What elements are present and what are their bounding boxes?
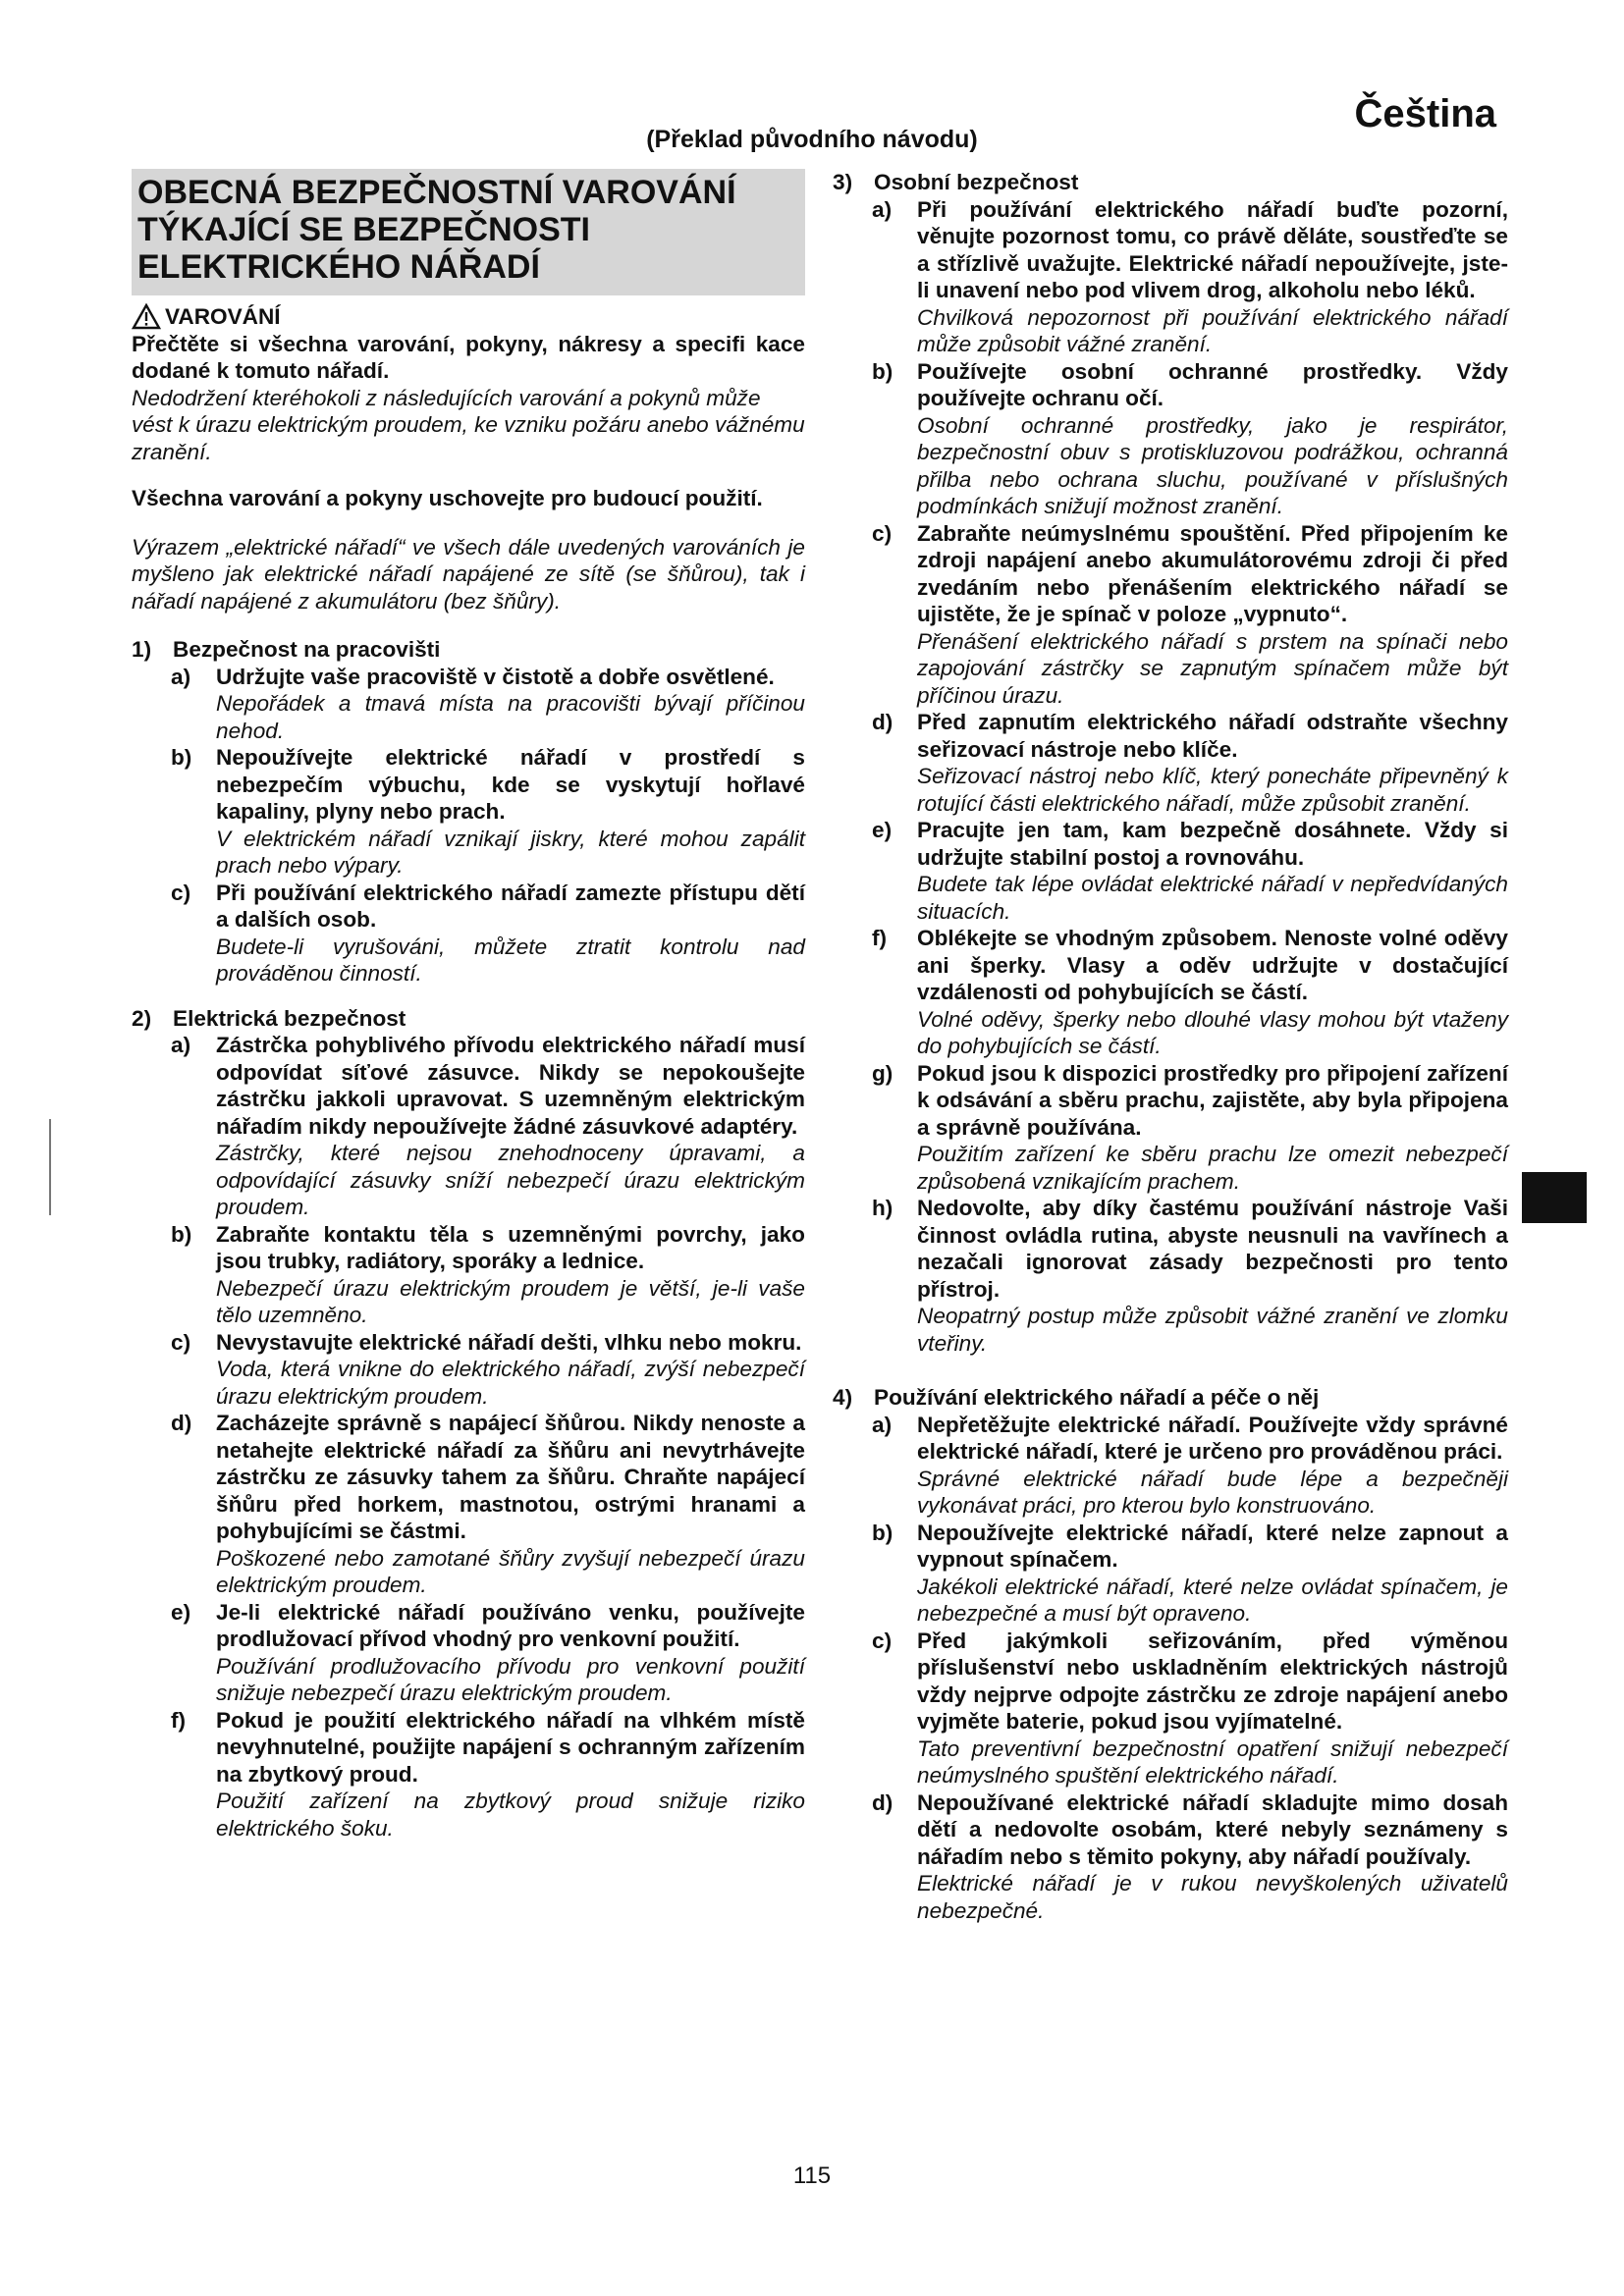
warning-label: VAROVÁNÍ	[165, 304, 281, 329]
language-label: Čeština	[1354, 92, 1496, 135]
item-letter: a)	[171, 664, 191, 689]
item-letter: e)	[872, 818, 893, 842]
item-italic-text: Poškozené nebo zamotané šňůry zvyšují nebezpečí úrazu elektrickým proudem.	[216, 1545, 805, 1597]
item-letter: h)	[872, 1196, 893, 1220]
list-item	[833, 1195, 1508, 1357]
list-item	[132, 1032, 805, 1221]
item-letter: f)	[872, 926, 888, 950]
item-letter: c)	[171, 880, 191, 905]
section-title: Bezpečnost na pracovišti	[173, 637, 441, 662]
item-bold-text: Před jakýmkoli seřizováním, před výměnou příslušenství nebo uskladněním elektrických nástrojů vždy nejprve odpojte zástrčku ze zdroje napájení anebo vyjměte baterie, pokud jsou vyjímatelné.	[917, 1628, 1508, 1734]
section-number: 2)	[132, 1005, 152, 1031]
item-letter: a)	[171, 1033, 191, 1057]
section-heading	[132, 1005, 805, 1033]
item-bold-text: Před zapnutím elektrického nářadí odstraňte všechny seřizovací nástroje nebo klíče.	[917, 710, 1508, 762]
item-letter: c)	[872, 1628, 893, 1653]
item-letter: a)	[872, 196, 893, 222]
item-italic-text: Chvilková nepozornost při používání elektrického nářadí může způsobit vážné zranění.	[917, 304, 1508, 356]
item-italic-text: Přenášení elektrického nářadí s prstem na spínači nebo zapojování zástrčky se zapnutým spínačem může být příčinou úrazu.	[917, 628, 1508, 708]
item-italic-text: Voda, která vnikne do elektrického nářadí, zvýší nebezpečí úrazu elektrickým proudem.	[216, 1357, 805, 1409]
item-bold-text: Nepoužívejte elektrické nářadí v prostředí s nebezpečím výbuchu, kde se vyskytují hořlavé kapaliny, plyny nebo prach.	[216, 745, 805, 824]
item-italic-text: Tato preventivní bezpečnostní opatření snižují nebezpečí neúmyslného spuštění elektrického nářadí.	[917, 1735, 1508, 1788]
definition-text: Výrazem „elektrické nářadí“ ve všech dále uvedených varováních je myšleno jak elektrické nářadí napájené ze sítě (se šňůrou), tak i nářadí napájené z akumulátoru (bez šňůry).	[132, 534, 805, 614]
banner-line: TÝKAJÍCÍ SE BEZPEČNOSTI	[137, 211, 590, 248]
item-bold-text: Při používání elektrického nářadí zamezte přístupu dětí a dalších osob.	[216, 880, 805, 932]
list-item	[833, 520, 1508, 710]
item-bold-text: Zabraňte neúmyslnému spouštění. Před připojením ke zdroji napájení anebo akumulátorovému zdroji či před zvedáním nebo přenášením elektrického nářadí se ujistěte, že je spínač v poloze „vypnuto“.	[917, 520, 1508, 626]
item-italic-text: Seřizovací nástroj nebo klíč, který ponecháte připevněný k rotující části elektrického nářadí, může způsobit zranění.	[917, 764, 1508, 816]
item-bold-text: Nedovolte, aby díky častému používání nástroje Vaši činnost ovládla rutina, abyste neusnuli na vavřínech a nezačali ignorovat zásady bezpečnosti pro tento přístroj.	[917, 1196, 1508, 1302]
item-bold-text: Zástrčka pohyblivého přívodu elektrického nářadí musí odpovídat síťové zásuvce. Nikdy se nepokoušejte zástrčku jakkoli upravovat. S uzemněným elektrickým nářadím nikdy nepoužívejte žádné zásuvkové adaptéry.	[216, 1033, 805, 1139]
item-letter: b)	[872, 1520, 893, 1545]
list-item	[833, 1412, 1508, 1520]
warning-triangle-icon	[132, 303, 161, 330]
list-item	[833, 1060, 1508, 1196]
left-column	[132, 169, 805, 1842]
section-number: 3)	[833, 170, 853, 194]
item-letter: d)	[872, 1789, 893, 1815]
item-italic-text: Použití zařízení na zbytkový proud snižuje riziko elektrického šoku.	[216, 1789, 805, 1841]
item-bold-text: Zabraňte kontaktu těla s uzemněnými povrchy, jako jsou trubky, radiátory, sporáky a lednice.	[216, 1221, 805, 1273]
item-letter: e)	[171, 1599, 191, 1625]
item-letter: d)	[171, 1411, 192, 1435]
item-italic-text: Jakékoli elektrické nářadí, které nelze ovládat spínačem, je nebezpečné a musí být opraveno.	[917, 1574, 1508, 1626]
language-tab-marker	[1522, 1172, 1587, 1223]
item-italic-text: Použitím zařízení ke sběru prachu lze omezit nebezpečí způsobená vznikajícím prachem.	[917, 1142, 1508, 1194]
item-italic-text: Zástrčky, které nejsou znehodnoceny úpravami, a odpovídající zásuvky sníží nebezpečí úrazu elektrickým proudem.	[216, 1141, 805, 1219]
item-letter: b)	[872, 358, 893, 384]
item-letter: f)	[171, 1707, 187, 1733]
page-number: 115	[792, 2163, 832, 2189]
item-italic-text: Nepořádek a tmavá místa na pracovišti bývají příčinou nehod.	[216, 691, 805, 743]
item-italic-text: Neopatrný postup může způsobit vážné zranění ve zlomku vteřiny.	[917, 1304, 1508, 1356]
item-bold-text: Používejte osobní ochranné prostředky. Vždy používejte ochranu očí.	[917, 358, 1508, 410]
list-item	[132, 744, 805, 880]
item-italic-text: Budete-li vyrušováni, můžete ztratit kontrolu nad prováděnou činností.	[216, 934, 805, 986]
banner-line: ELEKTRICKÉHO NÁŘADÍ	[137, 248, 540, 286]
list-item	[132, 1329, 805, 1411]
warning-heading	[132, 303, 805, 331]
section-title: Osobní bezpečnost	[874, 170, 1079, 194]
section-heading	[833, 169, 1508, 196]
margin-mark	[49, 1119, 51, 1215]
item-bold-text: Nepoužívané elektrické nářadí skladujte mimo dosah dětí a nedovolte osobám, které nebyly seznámeny s nářadím nebo s těmito pokyny, aby nářadí používaly.	[917, 1789, 1508, 1869]
item-italic-text: Osobní ochranné prostředky, jako je respirátor, bezpečnostní obuv s protiskluzovou podrážkou, ochranná přilba nebo ochrana sluchu, používané v příslušných podmínkách snižují možnost zranění.	[917, 412, 1508, 518]
keep-instructions-text: Všechna varování a pokyny uschovejte pro budoucí použití.	[132, 486, 763, 510]
list-item	[833, 817, 1508, 925]
list-item	[132, 1707, 805, 1842]
section-banner	[132, 169, 805, 295]
item-bold-text: Pokud jsou k dispozici prostředky pro připojení zařízení k odsávání a sběru prachu, zajistěte, aby byla připojena a správně používána.	[917, 1060, 1508, 1140]
section-number: 4)	[833, 1385, 853, 1410]
item-bold-text: Oblékejte se vhodným způsobem. Nenoste volné oděvy ani šperky. Vlasy a oděv udržujte v dostačující vzdálenosti od pohybujících se částí.	[917, 926, 1508, 1004]
document-subtitle: (Překlad původního návodu)	[646, 126, 978, 153]
list-item	[132, 1410, 805, 1599]
item-bold-text: Nevystavujte elektrické nářadí dešti, vlhku nebo mokru.	[216, 1329, 802, 1355]
item-bold-text: Zacházejte správně s napájecí šňůrou. Nikdy nenoste a netahejte elektrické nářadí za šňůru ani nevytrhávejte zástrčku ze zásuvky tahem za šňůru. Chraňte napájecí šňůru před horkem, mastnotou, ostrými hranami a pohybujícími se částmi.	[216, 1411, 805, 1543]
item-bold-text: Pokud je použití elektrického nářadí na vlhkém místě nevyhnutelné, použijte napájení s ochranným zařízením na zbytkový proud.	[216, 1707, 805, 1787]
item-bold-text: Nepřetěžujte elektrické nářadí. Používejte vždy správné elektrické nářadí, které je určeno pro prováděnou práci.	[917, 1412, 1508, 1464]
list-item	[132, 880, 805, 988]
item-bold-text: Pracujte jen tam, kam bezpečně dosáhnete. Vždy si udržujte stabilní postoj a rovnováhu.	[917, 818, 1508, 870]
section-heading	[132, 636, 805, 664]
item-italic-text: Volné oděvy, šperky nebo dlouhé vlasy mohou být vtaženy do pohybujících se částí.	[917, 1006, 1508, 1058]
section-title: Používání elektrického nářadí a péče o něj	[874, 1385, 1320, 1410]
warning-italic-text: Nedodržení kteréhokoli z následujících varování a pokynů může vést k úrazu elektrickým proudem, ke vzniku požáru anebo vážnému zranění.	[132, 385, 805, 464]
banner-line: OBECNÁ BEZPEČNOSTNÍ VAROVÁNÍ	[137, 174, 736, 211]
item-letter: d)	[872, 710, 893, 734]
list-item	[833, 358, 1508, 520]
list-item	[833, 1628, 1508, 1789]
item-italic-text: Správné elektrické nářadí bude lépe a bezpečněji vykonávat práci, pro kterou bylo konstruováno.	[917, 1466, 1508, 1518]
list-item	[833, 709, 1508, 817]
list-item	[132, 1599, 805, 1707]
section-number: 1)	[132, 637, 152, 662]
item-letter: a)	[872, 1412, 893, 1437]
section-heading	[833, 1384, 1508, 1412]
list-item	[833, 925, 1508, 1060]
list-item	[833, 1520, 1508, 1628]
right-column	[833, 169, 1508, 1924]
list-item	[833, 196, 1508, 358]
item-letter: g)	[872, 1060, 893, 1086]
item-bold-text: Při používání elektrického nářadí buďte pozorní, věnujte pozornost tomu, co právě děláte, soustřeďte se a střízlivě uvažujte. Elektrické nářadí nepoužívejte, jste-li unavení nebo pod vlivem drog, alkoholu nebo léků.	[917, 196, 1508, 302]
warning-bold-text: Přečtěte si všechna varování, pokyny, nákresy a specifi kace dodané k tomuto nářadí.	[132, 331, 805, 383]
item-italic-text: Budete tak lépe ovládat elektrické nářadí v nepředvídaných situacích.	[917, 872, 1508, 924]
item-italic-text: Nebezpečí úrazu elektrickým proudem je větší, je-li vaše tělo uzemněno.	[216, 1275, 805, 1327]
item-bold-text: Nepoužívejte elektrické nářadí, které nelze zapnout a vypnout spínačem.	[917, 1520, 1508, 1572]
item-italic-text: Používání prodlužovacího přívodu pro venkovní použití snižuje nebezpečí úrazu elektrickým proudem.	[216, 1653, 805, 1705]
item-letter: c)	[872, 520, 893, 546]
item-italic-text: V elektrickém nářadí vznikají jiskry, které mohou zapálit prach nebo výpary.	[216, 826, 805, 878]
item-letter: b)	[171, 1221, 192, 1247]
item-italic-text: Elektrické nářadí je v rukou nevyškolených uživatelů nebezpečné.	[917, 1871, 1508, 1923]
list-item	[833, 1789, 1508, 1925]
section-title: Elektrická bezpečnost	[173, 1005, 406, 1031]
list-item	[132, 1221, 805, 1329]
list-item	[132, 664, 805, 745]
item-letter: b)	[171, 745, 192, 770]
item-bold-text: Udržujte vaše pracoviště v čistotě a dobře osvětlené.	[216, 664, 775, 689]
item-bold-text: Je-li elektrické nářadí používáno venku, používejte prodlužovací přívod vhodný pro venkovní použití.	[216, 1599, 805, 1651]
item-letter: c)	[171, 1329, 191, 1355]
